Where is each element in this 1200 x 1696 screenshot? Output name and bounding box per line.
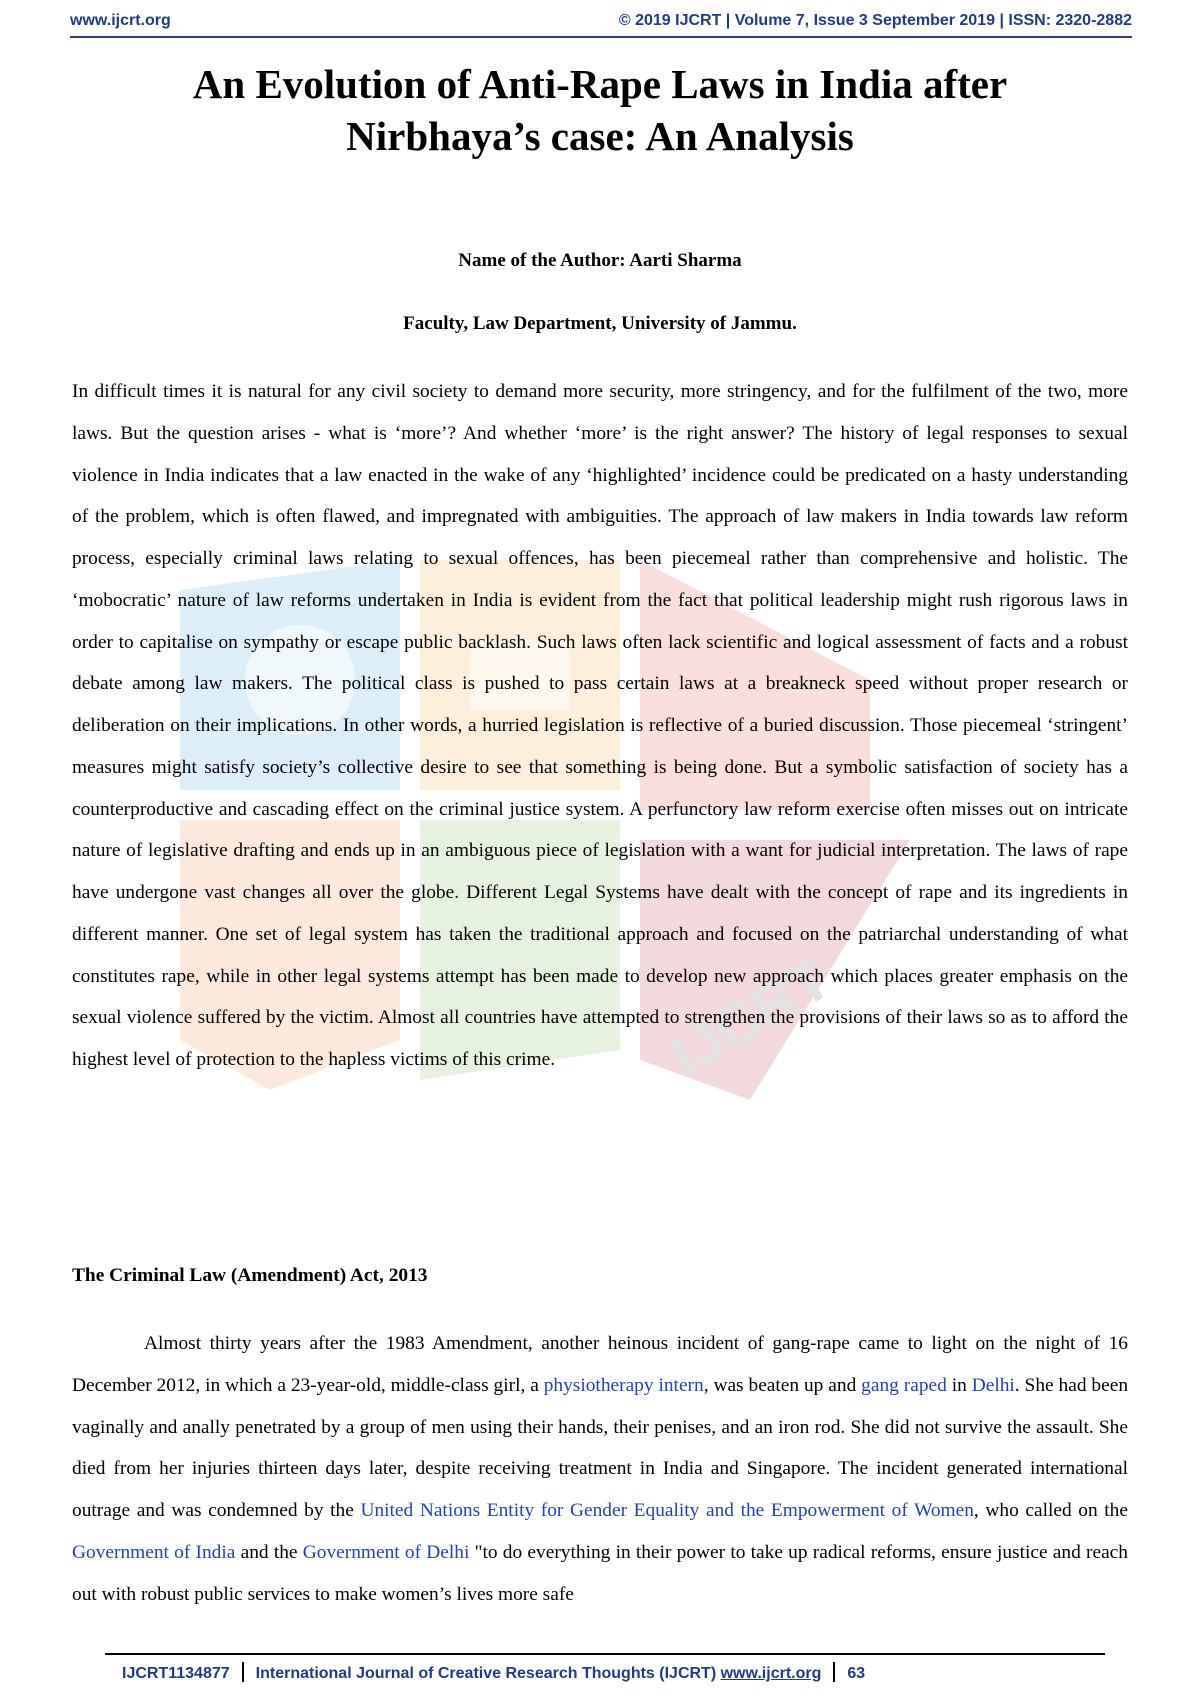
title-line-2: Nirbhaya’s case: An Analysis — [346, 113, 854, 159]
link-government-of-delhi[interactable]: Government of Delhi — [302, 1541, 470, 1563]
svg-text:IJCRT: IJCRT — [658, 943, 842, 1089]
body-text: in — [946, 1374, 972, 1396]
author-name: Name of the Author: Aarti Sharma — [458, 250, 742, 271]
link-delhi[interactable]: Delhi — [971, 1374, 1015, 1396]
author-affiliation: Faculty, Law Department, University of Jammu. — [403, 313, 797, 334]
body-text: , was beaten up and — [703, 1374, 862, 1396]
body-text: Almost thirty years after the 1983 Amendment, another heinous incident of gang-rape came to light on the night of 16 December 2012, in which a 23-year-old, middle-class girl, a — [72, 1333, 1128, 1396]
footer-url-link[interactable]: www.ijcrt.org — [720, 1665, 822, 1682]
link-government-of-india[interactable]: Government of India — [72, 1541, 236, 1563]
title-line-1: An Evolution of Anti-Rape Laws in India after — [192, 61, 1008, 107]
body-text: . She had been vaginally and anally penetrated by a group of men using their hands, their penises, and an iron rod. She did not survive the assault. She died from her injuries thirteen days later, despite receiving treatment in India and Singapore. The incident generated international outrage and was condemned by the — [72, 1374, 1129, 1521]
link-un-women[interactable]: United Nations Entity for Gender Equality and the Empowerment of Women — [360, 1500, 974, 1521]
link-gang-raped[interactable]: gang raped — [861, 1374, 947, 1396]
paper-title — [60, 58, 1140, 162]
page-header — [70, 12, 1132, 38]
page-footer — [122, 1662, 865, 1683]
body-text: , who called on the — [973, 1500, 1128, 1521]
header-website[interactable]: www.ijcrt.org — [70, 12, 171, 29]
body-text: and the — [235, 1541, 303, 1563]
footer-journal-name: International Journal of Creative Research Thoughts (IJCRT) — [255, 1665, 717, 1682]
header-divider — [70, 36, 1132, 38]
footer-page-number: 63 — [847, 1665, 866, 1682]
section-heading: The Criminal Law (Amendment) Act, 2013 — [72, 1265, 428, 1286]
footer-divider — [105, 1653, 1105, 1655]
header-issue-info: © 2019 IJCRT | Volume 7, Issue 3 September 2019 | ISSN: 2320-2882 — [618, 12, 1132, 29]
body-paragraph — [72, 1323, 1128, 1615]
body-text: "to do everything in their power to take up radical reforms, ensure justice and reach out with robust public services to make women’s lives more safe — [72, 1541, 1128, 1605]
footer-separator — [833, 1662, 835, 1682]
footer-separator — [242, 1662, 244, 1682]
link-physiotherapy-intern[interactable]: physiotherapy intern — [543, 1374, 704, 1396]
abstract-paragraph: In difficult times it is natural for any civil society to demand more security, more stringency, and for the fulfilment of the two, more laws. But the question arises - what is ‘more’? And whether ‘more’ is the right answer? The history of legal responses to sexual violence in India indicates that a law enacted in the wake of any ‘highlighted’ incidence could be predicated on a hasty understanding of the problem, which is often flawed, and impregnated with ambiguities. The approach of law makers in India towards law reform process, especially criminal laws relating to sexual offences, has been piecemeal rather than comprehensive and holistic. The ‘mobocratic’ nature of law reforms undertaken in India is evident from the fact that political leadership might rush rigorous laws in order to capitalise on sympathy or escape public backlash. Such laws often lack scientific and logical assessment of facts and a robust debate among law makers. The political class is pushed to pass certain laws at a breakneck speed without proper research or deliberation on their implications. In other words, a hurried legislation is reflective of a buried discussion. Those piecemeal ‘stringent’ measures might satisfy society’s collective desire to see that something is being done. But a symbolic satisfaction of society has a counterproductive and cascading effect on the criminal justice system. A perfunctory law reform exercise often misses out on intricate nature of legislative drafting and ends up in an ambiguous piece of legislation with a want for judicial interpretation. The laws of rape have undergone vast changes all over the globe. Different Legal Systems have dealt with the concept of rape and its ingredients in different manner. One set of legal system has taken the traditional approach and focused on the patriarchal understanding of what constitutes rape, while in other legal systems attempt has been made to develop new approach which places greater emphasis on the sexual violence suffered by the victim. Almost all countries have attempted to strengthen the provisions of their laws so as to afford the highest level of protection to the hapless victims of this crime. — [72, 381, 1128, 1070]
footer-paper-id: IJCRT1134877 — [122, 1665, 230, 1682]
